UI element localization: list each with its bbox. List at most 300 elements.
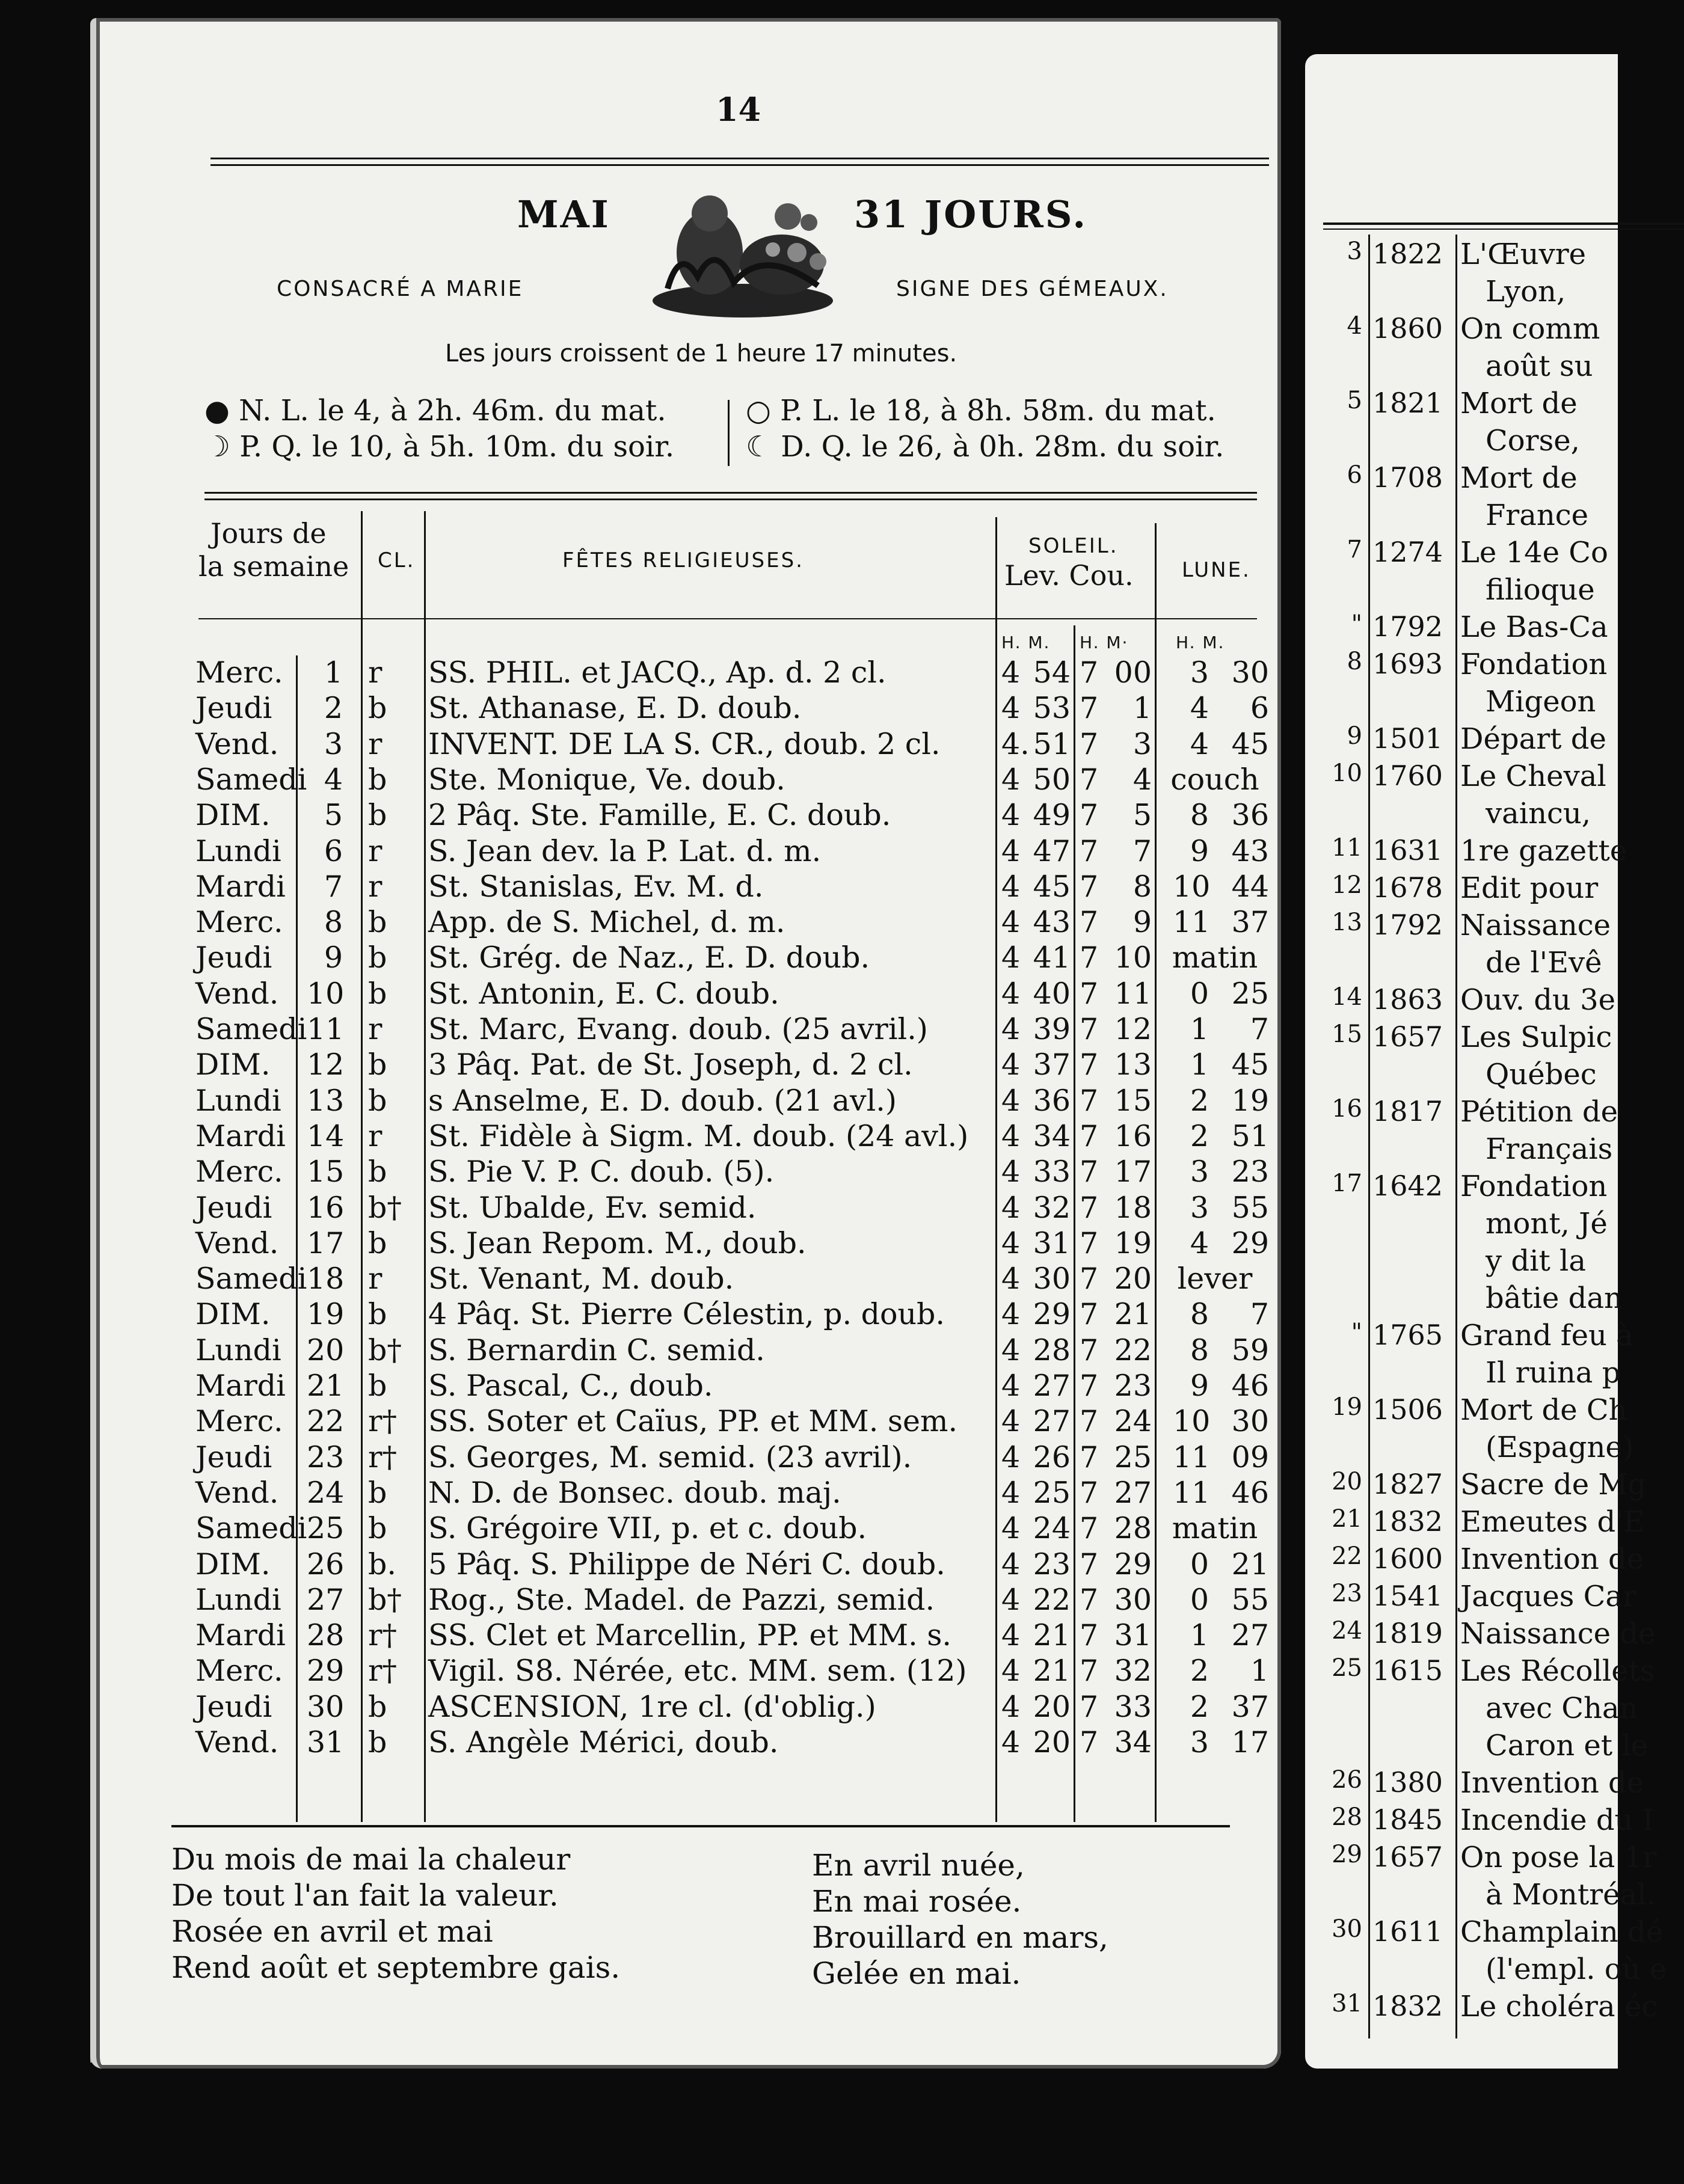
sunset-minute: 28: [1114, 1511, 1152, 1546]
class-mark: r: [368, 726, 383, 761]
event-text: Le Bas-Ca: [1460, 610, 1608, 644]
sunrise-hour: 4: [1001, 833, 1021, 868]
day-number: 21: [307, 1369, 345, 1403]
day-number: 3: [324, 726, 343, 761]
moon-word: couch: [1170, 762, 1259, 797]
event-day: 6: [1347, 461, 1362, 489]
feast-name: S. Pascal, C., doub.: [428, 1369, 713, 1403]
sunset-minute: 4: [1132, 762, 1152, 797]
event-day: 8: [1347, 648, 1362, 675]
event-day: 15: [1332, 1020, 1362, 1048]
event-year: 1817: [1372, 1095, 1443, 1127]
feast-name: App. de S. Michel, d. m.: [428, 905, 785, 940]
class-mark: b: [368, 1297, 387, 1332]
feast-name: S. Pie V. P. C. doub. (5).: [428, 1155, 775, 1189]
sunrise-minute: 47: [1033, 833, 1071, 868]
proverb-line: Rosée en avril et mai: [171, 1914, 493, 1949]
sunset-hour: 7: [1080, 1689, 1099, 1724]
moon-minute: 30: [1231, 1404, 1269, 1439]
sunset-minute: 3: [1132, 726, 1152, 761]
event-day: 20: [1332, 1468, 1362, 1495]
moon-hour: 10: [1173, 869, 1211, 904]
moon-minute: 45: [1231, 1048, 1269, 1082]
event-year: 1792: [1372, 909, 1443, 941]
proverb-line: Brouillard en mars,: [812, 1920, 1108, 1955]
event-year: 1863: [1372, 983, 1443, 1016]
event-year: 1611: [1372, 1915, 1443, 1948]
proverb-right: [812, 1847, 1108, 1992]
vline-before-num: [296, 655, 298, 1822]
event-year: 1541: [1372, 1580, 1443, 1612]
sunset-minute: 34: [1114, 1725, 1152, 1759]
class-mark: b: [368, 940, 387, 975]
event-year: 1860: [1372, 312, 1443, 345]
sunrise-minute: 43: [1033, 905, 1071, 940]
sunset-minute: 19: [1114, 1225, 1152, 1260]
feast-name: St. Venant, M. doub.: [428, 1262, 734, 1296]
event-day: ": [1351, 610, 1362, 638]
sunset-hour: 7: [1080, 1012, 1099, 1046]
header-double-rule: [204, 492, 1257, 500]
day-number: 29: [307, 1654, 345, 1689]
moon-hour: 0: [1190, 1582, 1209, 1617]
event-text: Invention de: [1460, 1766, 1644, 1800]
sunrise-hour: 4: [1001, 1118, 1021, 1153]
event-year: 1845: [1372, 1803, 1443, 1836]
sunset-minute: 12: [1114, 1012, 1152, 1046]
moon-minute: 44: [1231, 869, 1269, 904]
vline-after-cl: [424, 511, 426, 1822]
sunrise-hour: 4: [1001, 940, 1021, 975]
proverb-line: En avril nuée,: [812, 1848, 1025, 1883]
weekday: Vend.: [195, 1225, 279, 1260]
sunset-hour: 7: [1080, 762, 1099, 797]
sunset-minute: 21: [1114, 1297, 1152, 1332]
event-day: 10: [1332, 759, 1362, 787]
day-number: 22: [307, 1404, 345, 1439]
day-number: 17: [307, 1225, 345, 1260]
moon-hour: 11: [1173, 1440, 1211, 1474]
event-text: Lyon,: [1486, 275, 1566, 308]
event-day: 28: [1332, 1803, 1362, 1831]
sunrise-minute: 21: [1033, 1654, 1071, 1689]
sunrise-hour: 4: [1001, 976, 1021, 1011]
day-number: 2: [324, 691, 343, 726]
feast-name: S. Georges, M. semid. (23 avril).: [428, 1440, 912, 1474]
first-quarter-moon-icon: ☽: [204, 430, 231, 464]
sunrise-hour: 4: [1001, 798, 1021, 833]
event-text: Naissance de: [1460, 1617, 1656, 1651]
event-text: Jacques Car: [1460, 1580, 1636, 1613]
moon-minute: 09: [1231, 1440, 1269, 1474]
proverb-left: [171, 1841, 620, 1986]
event-text: Fondation: [1460, 648, 1608, 681]
phase-first-quarter: [204, 430, 674, 464]
moon-hour: 10: [1173, 1404, 1211, 1439]
class-mark: b: [368, 691, 387, 726]
sunrise-hour: 4: [1001, 1048, 1021, 1082]
event-year: 1657: [1372, 1841, 1443, 1873]
page-number: 14: [716, 90, 761, 129]
sunset-hour: 7: [1080, 1048, 1099, 1082]
sunset-hour: 7: [1080, 1333, 1099, 1367]
weekday: Mardi: [195, 1118, 286, 1153]
right-page-rule-2: [1323, 229, 1684, 230]
class-mark: b: [368, 1475, 387, 1510]
phase-divider: [728, 400, 730, 466]
moon-hour: 3: [1190, 655, 1209, 690]
weekday: Vend.: [195, 1725, 279, 1759]
event-text: Grand feu à: [1460, 1319, 1633, 1352]
event-text: (l'empl. où e: [1486, 1952, 1667, 1986]
weekday: Jeudi: [195, 1440, 272, 1474]
feast-name: INVENT. DE LA S. CR., doub. 2 cl.: [428, 726, 941, 761]
sunset-hour: 7: [1080, 869, 1099, 904]
sunrise-minute: 32: [1033, 1190, 1071, 1225]
event-text: y dit la: [1486, 1244, 1586, 1278]
day-number: 5: [324, 798, 343, 833]
col-jours-line1: Jours de: [210, 517, 327, 550]
class-mark: b: [368, 1048, 387, 1082]
moon-hour: 8: [1190, 1333, 1209, 1367]
day-number: 23: [307, 1440, 345, 1474]
class-mark: b: [368, 905, 387, 940]
class-mark: b: [368, 1155, 387, 1189]
feast-name: Ste. Monique, Ve. doub.: [428, 762, 785, 797]
sunrise-minute: 26: [1033, 1440, 1071, 1474]
day-number: 13: [307, 1083, 345, 1118]
event-text: Caron et le: [1486, 1729, 1649, 1762]
event-text: mont, Jé: [1486, 1207, 1608, 1241]
moon-minute: 7: [1250, 1012, 1269, 1046]
sunrise-hour: 4: [1001, 1725, 1021, 1759]
sunrise-hour: 4: [1001, 1369, 1021, 1403]
weekday: Mardi: [195, 1369, 286, 1403]
event-text: Mort de: [1460, 461, 1578, 495]
right-page-vline-1: [1368, 235, 1370, 2038]
event-year: 1708: [1372, 461, 1443, 494]
proverb-line: Rend août et septembre gais.: [171, 1950, 621, 1985]
feast-name: ASCENSION, 1re cl. (d'oblig.): [428, 1689, 876, 1724]
sunrise-minute: 34: [1033, 1118, 1071, 1153]
feast-name: SS. Clet et Marcellin, PP. et MM. s.: [428, 1618, 951, 1653]
event-year: 1832: [1372, 1505, 1443, 1538]
class-mark: b: [368, 1369, 387, 1403]
class-mark: b†: [368, 1190, 402, 1225]
event-day: 4: [1347, 312, 1362, 340]
feast-name: Rog., Ste. Madel. de Pazzi, semid.: [428, 1582, 935, 1617]
weekday: Merc.: [195, 905, 283, 940]
moon-minute: 21: [1231, 1547, 1269, 1581]
weekday: Jeudi: [195, 940, 272, 975]
event-year: 1678: [1372, 871, 1443, 904]
event-year: 1819: [1372, 1617, 1443, 1649]
sunset-hour: 7: [1080, 1190, 1099, 1225]
sunset-hour: 7: [1080, 1725, 1099, 1759]
vline-after-jours: [361, 511, 363, 1822]
vline-before-lune: [1155, 523, 1157, 1822]
event-text: Le 14e Co: [1460, 536, 1608, 569]
sunset-hour: 7: [1080, 1369, 1099, 1403]
sunrise-minute: 41: [1033, 940, 1071, 975]
class-mark: b.: [368, 1547, 396, 1581]
day-number: 10: [307, 976, 345, 1011]
col-soleil: SOLEIL.: [1028, 534, 1119, 558]
day-number: 27: [307, 1582, 345, 1617]
sunset-hour: 7: [1080, 1511, 1099, 1546]
phase-text: P. Q. le 10, à 5h. 10m. du soir.: [239, 430, 675, 464]
feast-name: S. Bernardin C. semid.: [428, 1333, 765, 1367]
sunset-minute: 29: [1114, 1547, 1152, 1581]
sunset-minute: 11: [1114, 976, 1152, 1011]
moon-minute: 7: [1250, 1297, 1269, 1332]
sunset-hour: 7: [1080, 976, 1099, 1011]
feast-name: St. Marc, Evang. doub. (25 avril.): [428, 1012, 928, 1046]
event-day: 3: [1347, 238, 1362, 265]
class-mark: b†: [368, 1582, 402, 1617]
sunrise-minute: 29: [1033, 1297, 1071, 1332]
sunset-hour: 7: [1080, 1155, 1099, 1189]
event-text: Naissance: [1460, 909, 1611, 942]
sunset-hour: 7: [1080, 1404, 1099, 1439]
event-text: vaincu,: [1486, 797, 1591, 830]
days-count: 31 JOURS.: [854, 192, 1087, 236]
event-text: France: [1486, 498, 1589, 532]
sunrise-minute: 27: [1033, 1404, 1071, 1439]
sunrise-minute: 21: [1033, 1618, 1071, 1653]
sunset-hour: 7: [1080, 1262, 1099, 1296]
sunrise-minute: 20: [1033, 1689, 1071, 1724]
sunset-minute: 9: [1132, 905, 1152, 940]
event-day: 7: [1347, 536, 1362, 563]
moon-minute: 55: [1231, 1190, 1269, 1225]
day-number: 24: [307, 1475, 345, 1510]
moon-hour: 11: [1173, 905, 1211, 940]
right-page: [1305, 54, 1667, 2069]
event-year: 1792: [1372, 610, 1443, 643]
sunrise-minute: 23: [1033, 1547, 1071, 1581]
sunset-hour: 7: [1080, 1083, 1099, 1118]
sunset-minute: 25: [1114, 1440, 1152, 1474]
moon-minute: 37: [1231, 1689, 1269, 1724]
col-jours-line2: la semaine: [198, 550, 349, 583]
sunrise-hour: 4: [1001, 1225, 1021, 1260]
phase-text: P. L. le 18, à 8h. 58m. du mat.: [780, 394, 1216, 428]
event-day: 24: [1332, 1617, 1362, 1645]
weekday: Samedi: [195, 1012, 307, 1046]
sunset-minute: 23: [1114, 1369, 1152, 1403]
sunset-minute: 1: [1132, 691, 1152, 726]
header-bottom-rule: [198, 618, 1257, 619]
sunset-minute: 00: [1114, 655, 1152, 690]
event-day: 14: [1332, 983, 1362, 1011]
feast-name: St. Athanase, E. D. doub.: [428, 691, 802, 726]
event-text: Edit pour: [1460, 871, 1599, 905]
sunrise-hour: 4: [1001, 655, 1021, 690]
sunrise-minute: 33: [1033, 1155, 1071, 1189]
moon-hour: 2: [1190, 1689, 1209, 1724]
event-day: 12: [1332, 871, 1362, 899]
moon-hour: 3: [1190, 1190, 1209, 1225]
sunrise-minute: 30: [1033, 1262, 1071, 1296]
event-year: 1765: [1372, 1319, 1443, 1351]
weekday: Merc.: [195, 655, 283, 690]
sunset-minute: 13: [1114, 1048, 1152, 1082]
sunset-minute: 24: [1114, 1404, 1152, 1439]
day-number: 18: [307, 1262, 345, 1296]
class-mark: b: [368, 762, 387, 797]
class-mark: r†: [368, 1654, 397, 1689]
class-mark: r†: [368, 1440, 397, 1474]
moon-minute: 6: [1250, 691, 1269, 726]
weekday: Mardi: [195, 869, 286, 904]
day-number: 4: [324, 762, 343, 797]
event-text: bâtie dan: [1486, 1281, 1623, 1315]
event-text: août su: [1486, 349, 1593, 383]
sunrise-minute: 45: [1033, 869, 1071, 904]
sunset-minute: 17: [1114, 1155, 1152, 1189]
new-moon-icon: ●: [204, 394, 230, 428]
sunrise-hour: 4: [1001, 1582, 1021, 1617]
moon-minute: 17: [1231, 1725, 1269, 1759]
sunrise-minute: 53: [1033, 691, 1071, 726]
sunrise-minute: 51: [1033, 726, 1071, 761]
sunrise-hour: 4: [1001, 1012, 1021, 1046]
moon-minute: 55: [1231, 1582, 1269, 1617]
weekday: Lundi: [195, 1333, 281, 1367]
event-year: 1827: [1372, 1468, 1443, 1500]
event-text: Corse,: [1486, 424, 1580, 458]
feast-name: N. D. de Bonsec. doub. maj.: [428, 1475, 841, 1510]
sunrise-hour: 4: [1001, 869, 1021, 904]
day-number: 11: [307, 1012, 345, 1046]
sunset-hour: 7: [1080, 1297, 1099, 1332]
moon-minute: 46: [1231, 1475, 1269, 1510]
class-mark: r: [368, 1262, 383, 1296]
col-hm-cou: H. M·: [1080, 633, 1129, 652]
sunset-minute: 8: [1132, 869, 1152, 904]
right-page-vline-2: [1455, 235, 1457, 2038]
sunrise-hour: 4: [1001, 1190, 1021, 1225]
moon-minute: 23: [1231, 1155, 1269, 1189]
moon-hour: 9: [1190, 833, 1209, 868]
proverb-line: En mai rosée.: [812, 1884, 1022, 1919]
sunrise-hour: 4: [1001, 1618, 1021, 1653]
moon-hour: 4: [1190, 691, 1209, 726]
sunset-hour: 7: [1080, 798, 1099, 833]
cherub-vignette-icon: [644, 180, 842, 325]
sunrise-hour: 4: [1001, 1262, 1021, 1296]
sunrise-minute: 27: [1033, 1369, 1071, 1403]
event-text: Québec: [1486, 1058, 1597, 1091]
event-text: Sacre de Mg: [1460, 1468, 1647, 1502]
sunset-hour: 7: [1080, 1475, 1099, 1510]
moon-hour: 3: [1190, 1725, 1209, 1759]
moon-minute: 1: [1250, 1654, 1269, 1689]
day-number: 28: [307, 1618, 345, 1653]
moon-hour: 0: [1190, 976, 1209, 1011]
phase-full-moon: [746, 394, 1216, 428]
feast-name: S. Grégoire VII, p. et c. doub.: [428, 1511, 867, 1546]
sunset-minute: 5: [1132, 798, 1152, 833]
event-day: 9: [1347, 722, 1362, 750]
event-year: 1600: [1372, 1542, 1443, 1575]
class-mark: r: [368, 655, 383, 690]
sunrise-hour: 4: [1001, 1547, 1021, 1581]
col-hm-lune: H. M.: [1176, 633, 1225, 652]
weekday: Merc.: [195, 1654, 283, 1689]
day-number: 19: [307, 1297, 345, 1332]
sunrise-hour: 4: [1001, 1404, 1021, 1439]
sunset-hour: 7: [1080, 726, 1099, 761]
sunrise-hour: 4: [1001, 1689, 1021, 1724]
weekday: Samedi: [195, 1511, 307, 1546]
sunset-minute: 16: [1114, 1118, 1152, 1153]
moon-hour: 2: [1190, 1654, 1209, 1689]
event-text: Incendie du I: [1460, 1803, 1654, 1837]
moon-hour: 3: [1190, 1155, 1209, 1189]
last-quarter-moon-icon: ☾: [746, 430, 772, 464]
feast-name: SS. Soter et Caïus, PP. et MM. sem.: [428, 1404, 958, 1439]
class-mark: r: [368, 833, 383, 868]
sunset-hour: 7: [1080, 655, 1099, 690]
day-number: 7: [324, 869, 343, 904]
feast-name: SS. PHIL. et JACQ., Ap. d. 2 cl.: [428, 655, 887, 690]
event-text: avec Chan: [1486, 1692, 1638, 1725]
event-text: de l'Evê: [1486, 946, 1602, 980]
sunset-hour: 7: [1080, 833, 1099, 868]
full-moon-icon: ○: [746, 394, 771, 428]
event-year: 1832: [1372, 1990, 1443, 2022]
class-mark: b†: [368, 1333, 402, 1367]
moon-hour: 8: [1190, 798, 1209, 833]
moon-word: matin: [1172, 940, 1258, 975]
event-text: Le choléra éc: [1460, 1990, 1658, 2023]
weekday: Mardi: [195, 1618, 286, 1653]
sunset-hour: 7: [1080, 940, 1099, 975]
bottom-rule: [171, 1825, 1230, 1827]
sunrise-hour: 4: [1001, 1475, 1021, 1510]
day-number: 8: [324, 905, 343, 940]
event-day: 31: [1332, 1990, 1362, 2017]
feast-name: s Anselme, E. D. doub. (21 avl.): [428, 1083, 897, 1118]
event-day: ": [1351, 1319, 1362, 1346]
sunrise-hour: 4.: [1001, 726, 1030, 761]
event-year: 1693: [1372, 648, 1443, 680]
sunset-hour: 7: [1080, 1618, 1099, 1653]
weekday: Vend.: [195, 726, 279, 761]
event-day: 16: [1332, 1095, 1362, 1123]
event-text: L'Œuvre: [1460, 238, 1587, 271]
weekday: DIM.: [195, 1547, 271, 1581]
feast-name: St. Antonin, E. C. doub.: [428, 976, 779, 1011]
feast-name: St. Grég. de Naz., E. D. doub.: [428, 940, 870, 975]
event-text: On comm: [1460, 312, 1600, 346]
sunset-minute: 18: [1114, 1190, 1152, 1225]
event-year: 1380: [1372, 1766, 1443, 1799]
proverb-line: De tout l'an fait la valeur.: [171, 1878, 559, 1913]
class-mark: r†: [368, 1404, 397, 1439]
moon-minute: 19: [1231, 1083, 1269, 1118]
class-mark: b: [368, 976, 387, 1011]
weekday: Jeudi: [195, 691, 272, 726]
event-day: 5: [1347, 387, 1362, 414]
feast-name: S. Jean dev. la P. Lat. d. m.: [428, 833, 822, 868]
event-year: 1615: [1372, 1654, 1443, 1687]
day-number: 26: [307, 1547, 345, 1581]
event-text: Fondation: [1460, 1170, 1608, 1203]
sunrise-hour: 4: [1001, 1155, 1021, 1189]
